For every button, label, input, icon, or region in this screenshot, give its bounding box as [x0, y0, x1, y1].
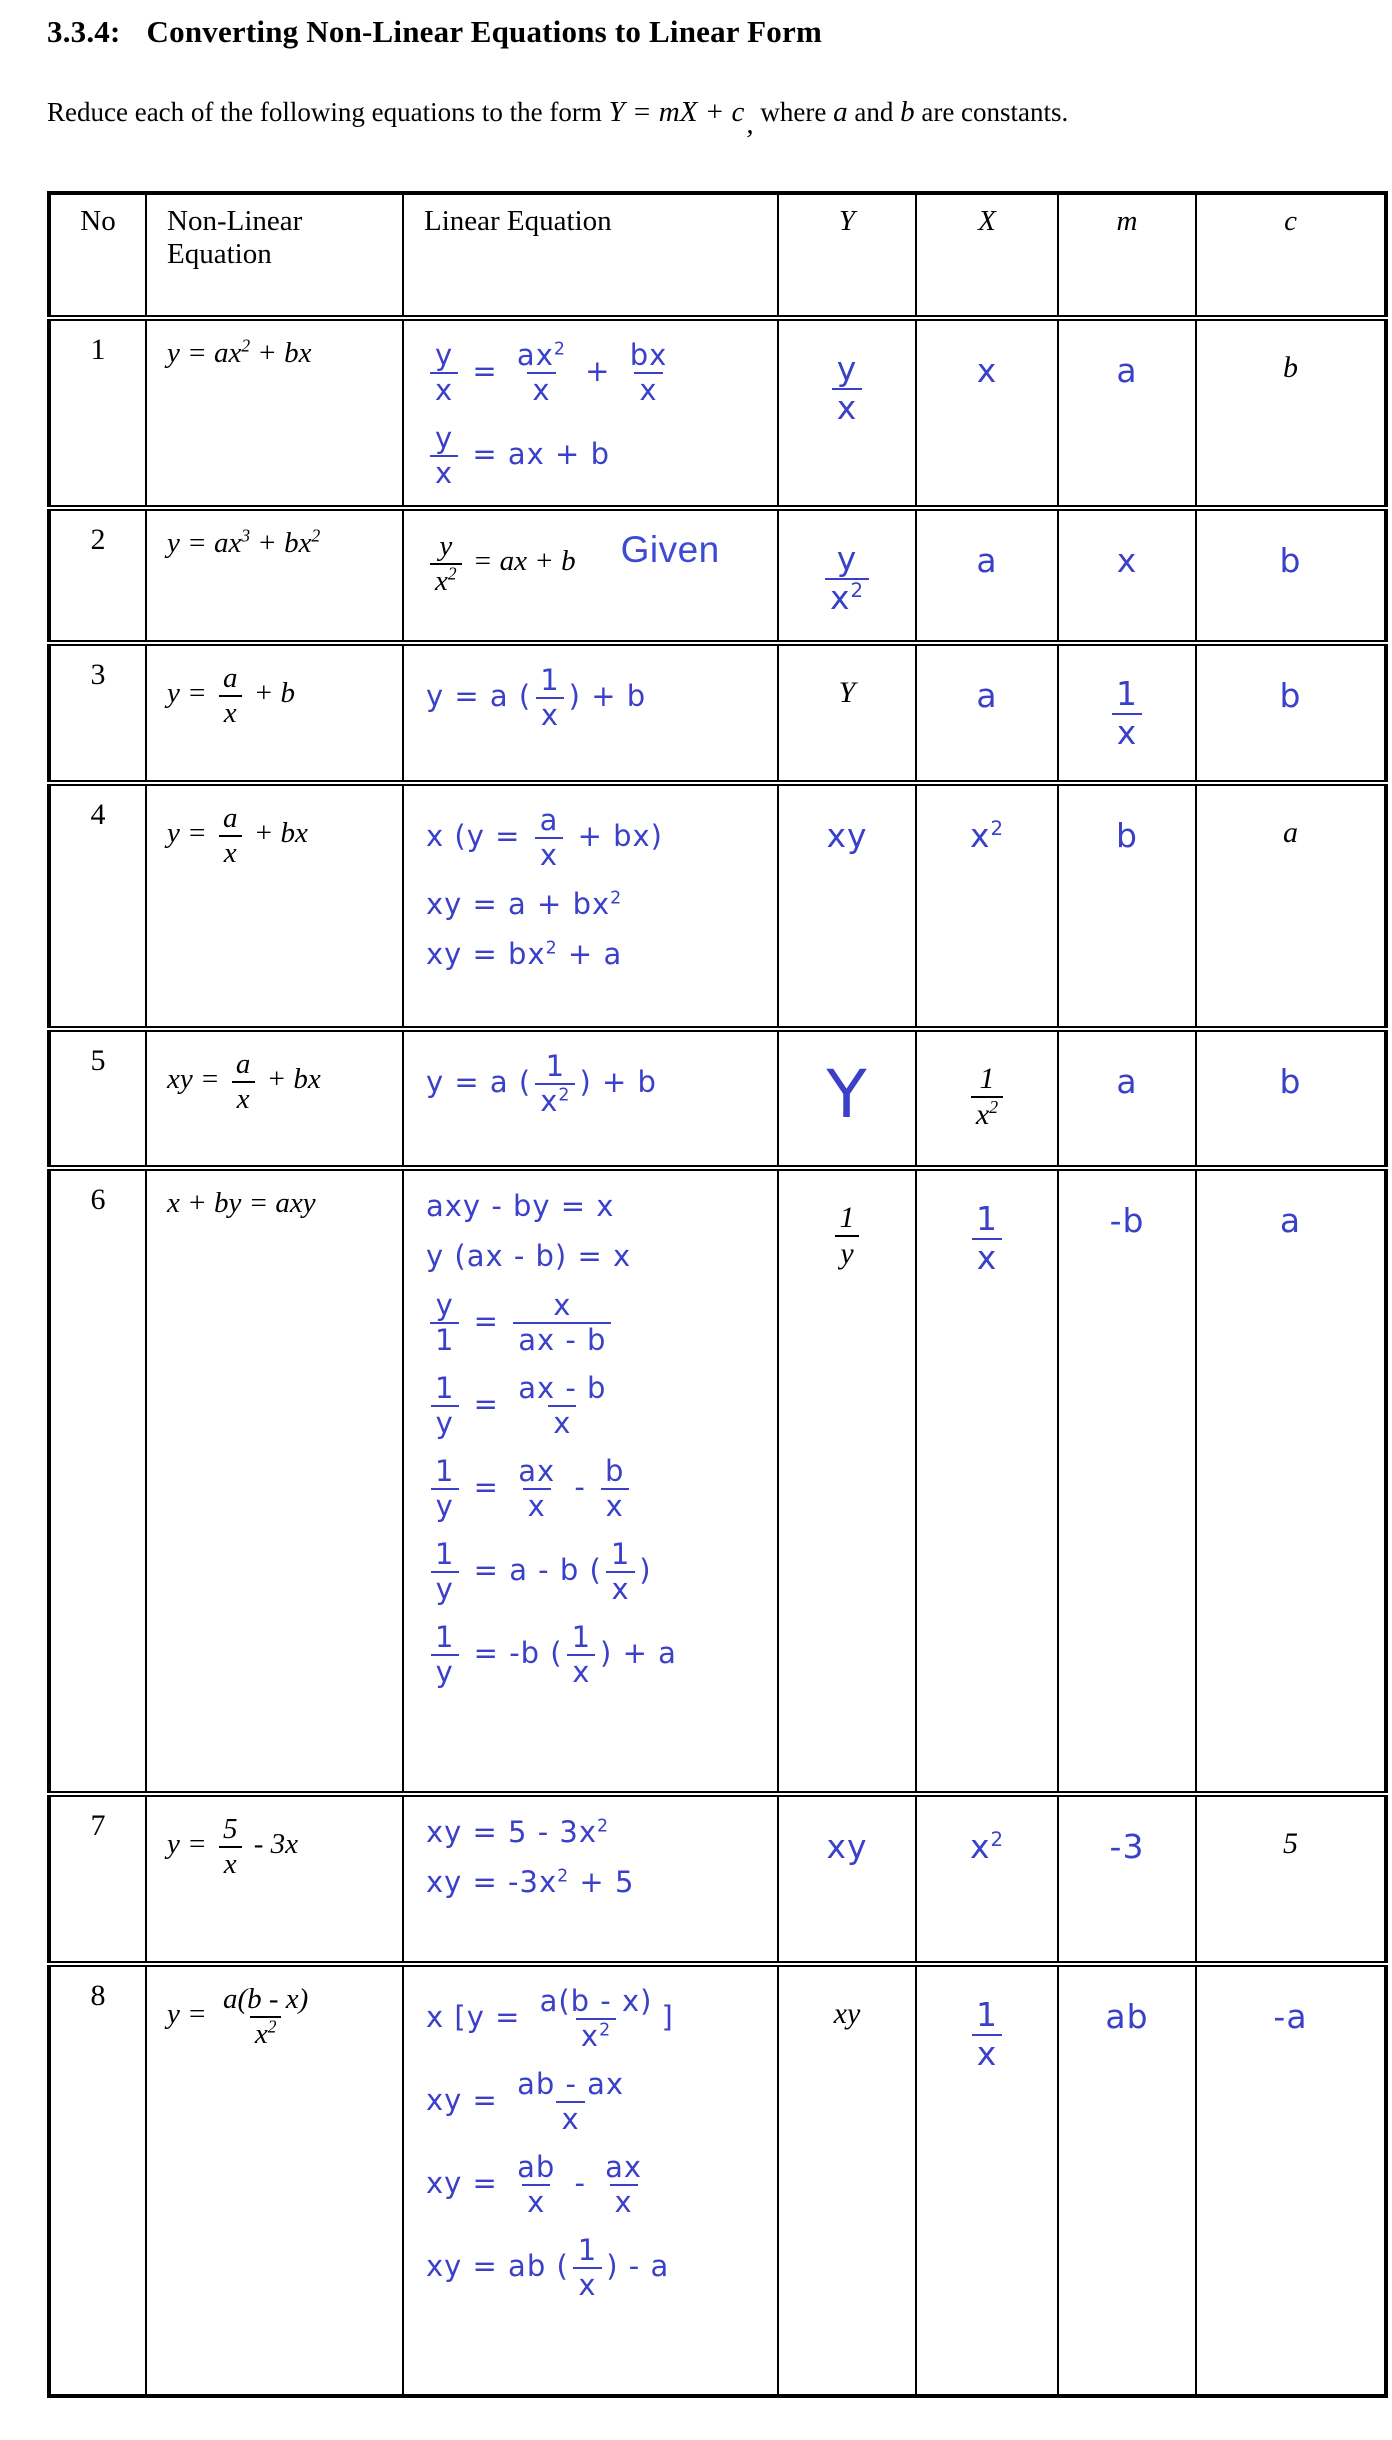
row-number: 3 [49, 643, 146, 783]
col-header-c: c [1196, 193, 1386, 318]
table-row [49, 643, 1386, 783]
col-header-m: m [1058, 193, 1196, 318]
x-value: a [916, 643, 1058, 783]
table-row [49, 1029, 1386, 1168]
col-header-x: X [916, 193, 1058, 318]
linear-equation-work: xy = $5 - 3x^2$ xy = $-3x^2 + 5$ [403, 1794, 778, 1964]
page-title [47, 14, 1392, 50]
row-number: 5 [49, 1029, 146, 1168]
x-value: x [916, 318, 1058, 508]
table-row [49, 783, 1386, 1029]
row-number: 8 [49, 1964, 146, 2396]
row-number: 2 [49, 508, 146, 643]
table-row [49, 1964, 1386, 2396]
y-value: Y [778, 1029, 916, 1168]
table-header-row [49, 193, 1386, 318]
col-header-linear: Linear Equation [403, 193, 778, 318]
m-value: x [1058, 508, 1196, 643]
table-row [49, 1168, 1386, 1794]
linear-equation-work: y = a ( $\frac{1}{x}$ ) + b [403, 643, 778, 783]
nonlinear-equation: y = $\frac{a(b - x)}{x^2}$ [167, 1983, 309, 2050]
nonlinear-equation: $y = ax^3 + bx^2$ [167, 525, 321, 560]
table-row [49, 1794, 1386, 1964]
c-value: -a [1196, 1964, 1386, 2396]
col-header-y: Y [778, 193, 916, 318]
row-number: 7 [49, 1794, 146, 1964]
c-value: b [1196, 508, 1386, 643]
m-value: -b [1058, 1168, 1196, 1794]
y-value: Y [778, 643, 916, 783]
row-number: 6 [49, 1168, 146, 1794]
linear-equation-work: $\frac{y}{x^2}$ = ax + b Given [403, 508, 778, 643]
x-value: $\frac{1}{x^2}$ [916, 1029, 1058, 1168]
c-value: 5 [1196, 1794, 1386, 1964]
c-value: a [1196, 1168, 1386, 1794]
c-value: b [1196, 318, 1386, 508]
y-value: $\frac{y}{x}$ [778, 318, 916, 508]
x-value: a [916, 508, 1058, 643]
y-value: xy [778, 783, 916, 1029]
col-header-nonlinear: Non-Linear Equation [146, 193, 403, 318]
y-value: xy [778, 1794, 916, 1964]
x-value: $\frac{1}{x}$ [916, 1168, 1058, 1794]
row-number: 1 [49, 318, 146, 508]
x-value: $x^2$ [916, 1794, 1058, 1964]
section-title-text: Converting Non-Linear Equations to Linear Form [146, 14, 822, 49]
nonlinear-equation: x + by = axy [167, 1187, 316, 1220]
c-value: b [1196, 643, 1386, 783]
nonlinear-equation: y = $\frac{a}{x}$ + b [167, 662, 296, 729]
nonlinear-equation: y = $\frac{5}{x}$ - 3x [167, 1813, 298, 1880]
x-value: $\frac{1}{x}$ [916, 1964, 1058, 2396]
m-value: $\frac{1}{x}$ [1058, 643, 1196, 783]
row-number: 4 [49, 783, 146, 1029]
m-value: ab [1058, 1964, 1196, 2396]
nonlinear-equation: $y = ax^2$ + bx [167, 335, 312, 370]
linear-equation-work: x [y = $\frac{a(b - x)}{x^2}$ ] xy = $\frac{ab - ax}{x}$ xy = $\frac{ab}{x}$ - $\frac{ax}{x}$ xy = ab ( $\frac{1}{x}$ ) - a [403, 1964, 778, 2396]
m-value: b [1058, 783, 1196, 1029]
m-value: -3 [1058, 1794, 1196, 1964]
linear-equation-work: $\frac{y}{x}$ = $\frac{ax^2}{x}$ + $\frac{bx}{x}$ $\frac{y}{x}$ = ax + b [403, 318, 778, 508]
m-value: a [1058, 1029, 1196, 1168]
y-value: $\frac{y}{x^2}$ [778, 508, 916, 643]
linear-equation-work: axy - by = x y (ax - b) = x $\frac{y}{1}$ = $\frac{x}{ax - b}$ $\frac{1}{y}$ = $\frac{ax - b}{x}$ $\frac{1}{y}$ = $\frac{ax}{x}$ - $\frac{b}{x}$ $\frac{1}{y}$ = a - b ( $\frac{1}{x}$ ) $\frac{1}{y}$ = -b ( $\frac{1}{x}$ ) + a [403, 1168, 778, 1794]
linear-equation-work: x (y = $\frac{a}{x}$ + bx) xy = $a + bx^2$ xy = $bx^2 + a$ [403, 783, 778, 1029]
conversion-table [47, 191, 1388, 2398]
c-value: b [1196, 1029, 1386, 1168]
nonlinear-equation: xy = $\frac{a}{x}$ + bx [167, 1048, 321, 1115]
y-value: $\frac{1}{y}$ [778, 1168, 916, 1794]
section-number: 3.3.4: [47, 14, 121, 49]
instructions-text: Reduce each of the following equations to the form Y = mX + c, where a and b are constants. [47, 95, 1069, 140]
col-header-no: No [49, 193, 146, 318]
nonlinear-equation: y = $\frac{a}{x}$ + bx [167, 802, 308, 869]
y-value: xy [778, 1964, 916, 2396]
m-value: a [1058, 318, 1196, 508]
c-value: a [1196, 783, 1386, 1029]
x-value: $x^2$ [916, 783, 1058, 1029]
linear-equation-work: y = a ( $\frac{1}{x^2}$ ) + b [403, 1029, 778, 1168]
table-row [49, 318, 1386, 508]
table-row [49, 508, 1386, 643]
